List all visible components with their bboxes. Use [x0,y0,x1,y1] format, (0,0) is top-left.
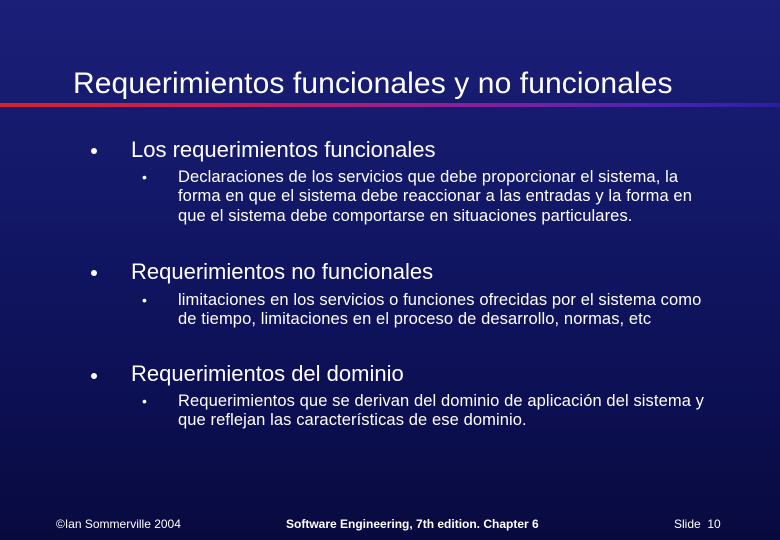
bullet-detail-functional: Declaraciones de los servicios que debe proporcionar el sistema, la forma en que el sistema debe reaccionar a las entradas y la forma en que el sistema debe comportarse en situaciones particulares. [178,168,692,225]
footer-slide-number: Slide 10 [674,517,721,531]
sub-bullet-marker: • [142,292,147,308]
bullet-dot [91,270,97,276]
bullet-dot [91,148,97,154]
bullet-heading-functional: Los requerimientos funcionales [131,137,436,162]
bullet-heading-domain: Requerimientos del dominio [131,361,404,386]
footer-copyright: ©Ian Sommerville 2004 [56,517,181,531]
sub-bullet-marker: • [142,393,147,409]
footer-book-title: Software Engineering, 7th edition. Chapter 6 [286,517,539,531]
bullet-dot [91,373,97,379]
title-divider [0,103,780,107]
bullet-detail-domain: Requerimientos que se derivan del dominio de aplicación del sistema y que reflejan las características de ese dominio. [178,392,705,430]
slide-title: Requerimientos funcionales y no funcionales [73,67,673,100]
sub-bullet-marker: • [142,169,147,185]
bullet-heading-nonfunctional: Requerimientos no funcionales [131,259,434,284]
bullet-detail-nonfunctional: limitaciones en los servicios o funciones ofrecidas por el sistema como de tiempo, limitaciones en el proceso de desarrollo, normas, etc [178,291,702,329]
